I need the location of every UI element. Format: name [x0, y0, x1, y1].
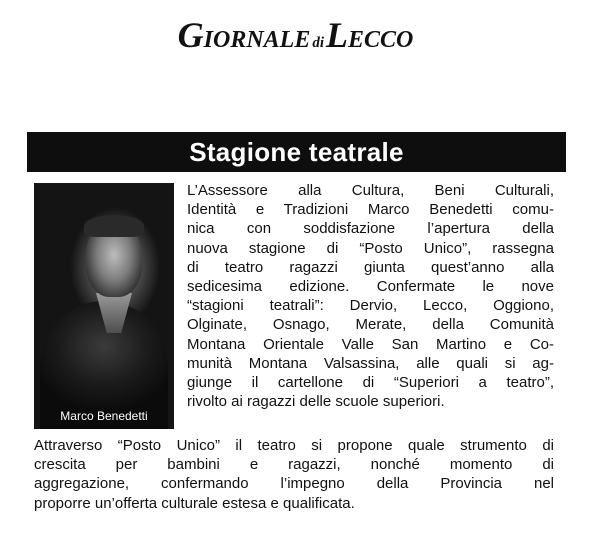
text-line: Montana Orientale Valle San Martino e Co-: [187, 335, 554, 353]
text-line: crescita per bambini e ragazzi, nonché momento di: [34, 456, 554, 474]
masthead-word-giornale: IORNALE: [203, 27, 311, 53]
masthead-word-lecco: ECCO: [348, 27, 414, 53]
article-column-text: [187, 181, 554, 411]
text-line: Olginate, Osnago, Merate, della Comunità: [187, 316, 554, 334]
masthead-initial-g: G: [177, 15, 204, 55]
headline: Stagione teatrale: [189, 136, 404, 167]
portrait-hair: [84, 215, 144, 237]
masthead-logo: [0, 14, 591, 56]
text-line: nica con soddisfazione l’apertura della: [187, 220, 554, 238]
text-line: Attraverso “Posto Unico” il teatro si propone quale strumento di: [34, 437, 554, 454]
headline-banner: [27, 132, 566, 172]
text-line: munità Montana Valsassina, alle quali si ag-: [187, 354, 554, 372]
text-line: sedicesima edizione. Confermate le nove: [187, 278, 554, 296]
masthead-di: di: [312, 35, 324, 51]
article-full-width-text: [34, 436, 554, 513]
text-line: nuova stagione di “Posto Unico”, rassegna: [187, 239, 554, 257]
photo-caption: Marco Benedetti: [60, 409, 148, 423]
portrait-photo: [34, 183, 174, 429]
text-line: aggregazione, confermando l’impegno della Provincia nel: [34, 475, 554, 493]
text-line: L’Assessore alla Cultura, Beni Culturali,: [187, 182, 554, 199]
masthead-initial-l: L: [326, 15, 348, 55]
text-line: “stagioni teatrali”: Dervio, Lecco, Oggiono,: [187, 297, 554, 315]
text-line: Identità e Tradizioni Marco Benedetti comu-: [187, 201, 554, 219]
text-line: proporre un’offerta culturale estesa e qualificata.: [34, 494, 355, 512]
text-line: giunge il cartellone di “Superiori a teatro”,: [187, 374, 554, 392]
text-line: di teatro ragazzi giunta quest’anno alla: [187, 258, 554, 276]
text-line: rivolto ai ragazzi delle scuole superiori.: [187, 393, 445, 411]
